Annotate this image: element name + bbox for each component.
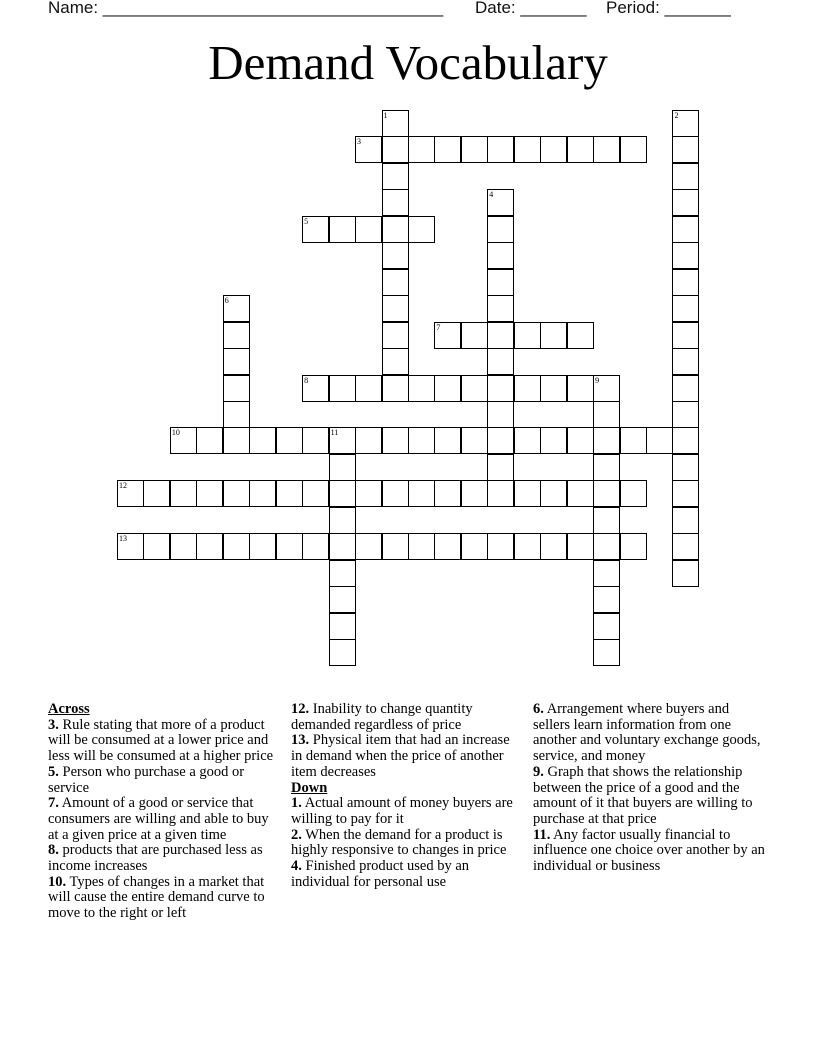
clue-number: 2. [291,826,302,843]
crossword-cell[interactable] [329,560,356,587]
crossword-cell[interactable] [329,507,356,534]
cell-number: 12 [119,481,127,491]
across-heading: Across [48,701,90,717]
down-heading: Down [291,779,328,796]
crossword-cell[interactable] [672,348,699,375]
crossword-cell[interactable] [434,480,461,507]
clue-number: 4. [291,858,302,875]
crossword-cell[interactable] [540,136,567,163]
crossword-cell[interactable] [196,427,223,454]
crossword-cell[interactable] [223,322,250,349]
crossword-cell[interactable] [382,269,409,296]
crossword-cell[interactable] [434,533,461,560]
crossword-cell[interactable] [672,427,699,454]
crossword-cell[interactable] [672,216,699,243]
crossword-cell[interactable] [223,401,250,428]
cell-number: 4 [489,190,494,200]
crossword-cell[interactable] [487,189,514,216]
crossword-cell[interactable] [672,110,699,137]
crossword-cell[interactable] [302,480,329,507]
cell-number: 5 [304,216,309,226]
crossword-cell[interactable] [487,269,514,296]
clue-number: 12. [291,701,310,717]
crossword-cell[interactable] [329,454,356,481]
clue-number: 5. [48,763,59,780]
clue-down-1 [291,796,523,827]
clue-number: 10. [48,873,67,890]
crossword-cell[interactable] [276,533,303,560]
crossword-cell[interactable] [487,242,514,269]
crossword-cell[interactable] [540,322,567,349]
crossword-cell[interactable] [514,480,541,507]
crossword-cell[interactable] [408,427,435,454]
crossword-cell[interactable] [540,427,567,454]
crossword-cell[interactable] [329,427,356,454]
crossword-cell[interactable] [593,639,620,666]
clue-text: Physical item that had an increase in demand when the price of another item decreases [291,732,510,780]
crossword-cell[interactable] [382,110,409,137]
crossword-cell[interactable] [514,322,541,349]
cell-number: 8 [304,375,309,385]
crossword-cell[interactable] [540,375,567,402]
crossword-cell[interactable] [382,427,409,454]
crossword-cell[interactable] [593,480,620,507]
crossword-cell[interactable] [514,533,541,560]
crossword-cell[interactable] [461,375,488,402]
crossword-cell[interactable] [672,533,699,560]
crossword-cell[interactable] [223,375,250,402]
crossword-cell[interactable] [672,189,699,216]
crossword-cell[interactable] [355,216,382,243]
crossword-cell[interactable] [249,427,276,454]
crossword-cell[interactable] [487,401,514,428]
crossword-cell[interactable] [276,427,303,454]
crossword-cell[interactable] [487,136,514,163]
crossword-cell[interactable] [567,533,594,560]
crossword-cell[interactable] [408,480,435,507]
clue-text: When the demand for a product is highly responsive to changes in price [291,826,507,859]
clue-column-2 [291,702,523,890]
clue-number: 3. [48,716,59,733]
cell-number: 3 [357,137,362,147]
crossword-cell[interactable] [567,375,594,402]
crossword-cell[interactable] [487,454,514,481]
cell-number: 1 [383,111,388,120]
cell-number: 11 [330,428,339,438]
clue-text: Any factor usually financial to influence one choice over another by an individual or business [533,826,765,875]
clue-text: Rule stating that more of a product will be consumed at a lower price and less will be consumed at a higher price [48,716,274,765]
clue-across-10 [48,875,282,922]
crossword-cell[interactable] [434,322,461,349]
clue-number: 8. [48,842,59,859]
clue-number: 7. [48,795,59,812]
clue-text: products that are purchased less as income increases [48,842,263,875]
crossword-cell[interactable] [382,242,409,269]
crossword-cell[interactable] [382,189,409,216]
crossword-cell[interactable] [593,560,620,587]
crossword-cell[interactable] [434,427,461,454]
crossword-cell[interactable] [461,533,488,560]
cell-number: 2 [674,111,679,120]
crossword-cell[interactable] [355,480,382,507]
cell-number: 13 [119,534,127,544]
crossword-cell[interactable] [487,348,514,375]
crossword-cell[interactable] [514,375,541,402]
crossword-cell[interactable] [672,322,699,349]
crossword-cell[interactable] [620,136,647,163]
clue-down-6 [533,702,769,765]
crossword-cell[interactable] [646,427,673,454]
clue-text: Person who purchase a good or service [48,763,245,796]
crossword-cell[interactable] [434,375,461,402]
clue-down-2 [291,828,523,859]
crossword-cell[interactable] [382,216,409,243]
crossword-cell[interactable] [355,375,382,402]
clue-number: 1. [291,795,302,812]
clue-text: Inability to change quantity demanded regardless of price [291,701,473,733]
crossword-cell[interactable] [302,216,329,243]
clue-number: 11. [533,826,551,843]
crossword-cell[interactable] [329,533,356,560]
crossword-cell[interactable] [567,322,594,349]
crossword-cell[interactable] [223,295,250,322]
crossword-cell[interactable] [355,136,382,163]
crossword-cell[interactable] [672,242,699,269]
crossword-cell[interactable] [567,136,594,163]
crossword-cell[interactable] [487,533,514,560]
crossword-cell[interactable] [329,216,356,243]
clue-text: Actual amount of money buyers are willing to pay for it [291,795,513,827]
crossword-cell[interactable] [382,163,409,190]
clue-column-1 [48,702,282,922]
crossword-cell[interactable] [672,454,699,481]
clue-text: Arrangement where buyers and sellers learn information from one another and voluntary exchange goods, service, and money [533,701,761,765]
clue-across-13 [291,733,523,780]
crossword-cell[interactable] [672,507,699,534]
date-field: Date: _______ [475,0,587,17]
crossword-cell[interactable] [408,216,435,243]
crossword-cell[interactable] [249,533,276,560]
crossword-cell[interactable] [461,427,488,454]
clue-number: 6. [533,701,544,717]
crossword-cell[interactable] [487,427,514,454]
crossword-cell[interactable] [461,136,488,163]
crossword-cell[interactable] [593,375,620,402]
crossword-cell[interactable] [593,586,620,613]
crossword-cell[interactable] [620,427,647,454]
clue-number: 9. [533,763,544,780]
crossword-cell[interactable] [117,480,144,507]
clue-text: Amount of a good or service that consumers are willing and able to buy at a given price at a given time [48,795,269,843]
crossword-cell[interactable] [672,375,699,402]
crossword-cell[interactable] [487,375,514,402]
crossword-cell[interactable] [593,613,620,640]
crossword-cell[interactable] [382,533,409,560]
clue-text: Finished product used by an individual for personal use [291,858,470,890]
crossword-cell[interactable] [329,586,356,613]
clue-across-7 [48,796,282,843]
crossword-cell[interactable] [672,480,699,507]
crossword-cell[interactable] [170,533,197,560]
clue-number: 13. [291,732,310,749]
cell-number: 9 [595,375,600,385]
crossword-cell[interactable] [382,375,409,402]
crossword-cell[interactable] [672,163,699,190]
crossword-cell[interactable] [355,533,382,560]
crossword-cell[interactable] [223,348,250,375]
crossword-cell[interactable] [487,480,514,507]
clue-down-9 [533,765,769,828]
crossword-cell[interactable] [514,136,541,163]
crossword-cell[interactable] [170,427,197,454]
crossword-cell[interactable] [620,533,647,560]
crossword-cell[interactable] [487,322,514,349]
crossword-cell[interactable] [461,480,488,507]
crossword-cell[interactable] [487,295,514,322]
crossword-cell[interactable] [567,427,594,454]
cell-number: 10 [171,428,180,438]
crossword-cell[interactable] [408,375,435,402]
crossword-cell[interactable] [593,427,620,454]
crossword-cell[interactable] [382,348,409,375]
crossword-cell[interactable] [223,533,250,560]
clue-across-5 [48,765,282,796]
crossword-cell[interactable] [329,613,356,640]
clue-text: Graph that shows the relationship between the price of a good and the amount of it that buyers are willing to purchase at that price [533,763,753,827]
clue-across-12 [291,702,523,733]
crossword-cell[interactable] [408,136,435,163]
crossword-cell[interactable] [143,533,170,560]
period-field: Period: _______ [606,0,731,17]
crossword-cell[interactable] [196,480,223,507]
crossword-cell[interactable] [487,216,514,243]
cell-number: 7 [436,322,441,332]
page-title: Demand Vocabulary [208,35,608,90]
crossword-cell[interactable] [408,533,435,560]
clue-down-4 [291,859,523,890]
crossword-cell[interactable] [593,401,620,428]
crossword-cell[interactable] [382,322,409,349]
crossword-cell[interactable] [143,480,170,507]
crossword-cell[interactable] [567,480,594,507]
crossword-cell[interactable] [593,136,620,163]
crossword-cell[interactable] [302,533,329,560]
clue-down-11 [533,828,769,875]
crossword-cell[interactable] [620,480,647,507]
crossword-cell[interactable] [672,295,699,322]
crossword-cell[interactable] [540,480,567,507]
crossword-cell[interactable] [329,480,356,507]
crossword-cell[interactable] [672,401,699,428]
crossword-cell[interactable] [276,480,303,507]
crossword-cell[interactable] [540,533,567,560]
crossword-cell[interactable] [382,295,409,322]
crossword-cell[interactable] [514,427,541,454]
crossword-cell[interactable] [302,427,329,454]
crossword-cell[interactable] [117,533,144,560]
crossword-cell[interactable] [223,480,250,507]
crossword-cell[interactable] [355,427,382,454]
crossword-cell[interactable] [672,136,699,163]
crossword-cell[interactable] [329,375,356,402]
clue-across-3 [48,718,282,765]
crossword-cell[interactable] [593,507,620,534]
crossword-cell[interactable] [196,533,223,560]
clue-column-3 [533,702,769,875]
crossword-cell[interactable] [593,533,620,560]
clue-text: Types of changes in a market that will cause the entire demand curve to move to the right or left [48,873,265,922]
crossword-cell[interactable] [672,560,699,587]
crossword-cell[interactable] [382,480,409,507]
crossword-cell[interactable] [461,322,488,349]
cell-number: 6 [224,296,229,306]
crossword-cell[interactable] [434,136,461,163]
crossword-cell[interactable] [302,375,329,402]
crossword-cell[interactable] [672,269,699,296]
crossword-cell[interactable] [329,639,356,666]
crossword-cell[interactable] [382,136,409,163]
clue-across-8 [48,843,282,874]
crossword-cell[interactable] [249,480,276,507]
crossword-cell[interactable] [170,480,197,507]
crossword-cell[interactable] [223,427,250,454]
name-field: Name: ____________________________________ [48,0,444,17]
crossword-cell[interactable] [593,454,620,481]
